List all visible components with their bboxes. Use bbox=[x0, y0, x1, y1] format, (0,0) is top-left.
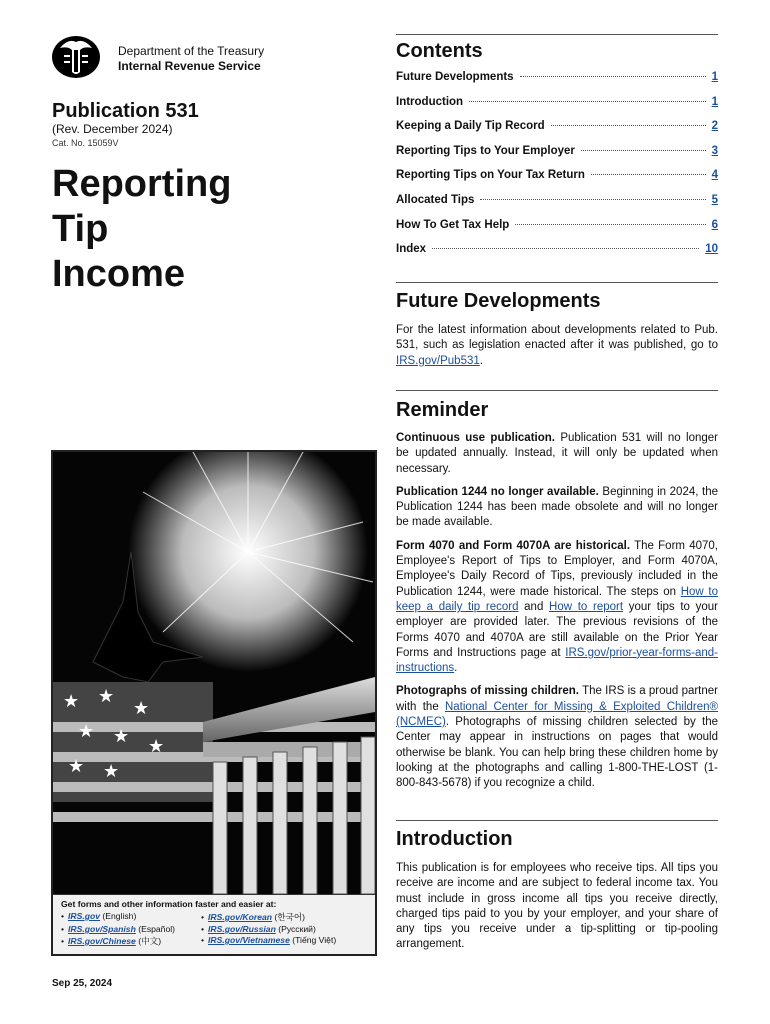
link-irs-vietnamese[interactable]: IRS.gov/Vietnamese bbox=[208, 935, 290, 945]
para-lead: Form 4070 and Form 4070A are historical. bbox=[396, 539, 631, 552]
toc-leader bbox=[469, 101, 706, 102]
toc-leader bbox=[591, 174, 706, 175]
language-links bbox=[61, 911, 367, 947]
toc-leader bbox=[520, 76, 706, 77]
introduction-heading: Introduction bbox=[396, 828, 513, 850]
future-developments-heading: Future Developments bbox=[396, 290, 601, 312]
toc-leader bbox=[515, 224, 705, 225]
cover-image bbox=[51, 450, 377, 956]
toc-entry bbox=[396, 243, 718, 268]
toc-label: Future Developments bbox=[396, 71, 514, 83]
toc-page-link[interactable]: 2 bbox=[711, 120, 718, 133]
toc-entry bbox=[396, 71, 718, 96]
title-line: Reporting bbox=[52, 163, 232, 205]
body-text: and bbox=[518, 600, 550, 613]
lang-label: (한국어) bbox=[274, 912, 306, 922]
punct: . bbox=[454, 662, 458, 675]
toc-label: Introduction bbox=[396, 95, 464, 108]
toc-page-link[interactable]: 1 bbox=[711, 71, 718, 83]
lang-label: (Español) bbox=[138, 924, 175, 934]
link-irs-russian[interactable]: IRS.gov/Russian bbox=[208, 924, 276, 934]
revision-date: (Rev. December 2024) bbox=[52, 122, 173, 136]
title-line: Tip bbox=[52, 208, 109, 250]
reminder-paragraph bbox=[396, 684, 718, 791]
body-text: The Form 4070, Employee's Report of Tips to Employer, and Form 4070A, Employee's Daily Record of Tips, previously included in the Publication 1244, were made historical. The steps on bbox=[396, 539, 718, 598]
future-developments-text bbox=[396, 323, 718, 369]
toc-entry bbox=[396, 219, 718, 244]
link-irs-spanish[interactable]: IRS.gov/Spanish bbox=[68, 924, 136, 934]
svg-text:★: ★ bbox=[78, 721, 95, 742]
divider bbox=[396, 34, 718, 35]
cover-illustration bbox=[53, 452, 375, 894]
reminder-heading: Reminder bbox=[396, 399, 489, 421]
svg-text:★: ★ bbox=[148, 736, 165, 757]
catalog-number: Cat. No. 15059V bbox=[52, 138, 119, 148]
contents-section bbox=[396, 40, 718, 268]
toc-page-link[interactable]: 10 bbox=[705, 243, 718, 256]
svg-text:★: ★ bbox=[98, 686, 115, 707]
toc-label: Reporting Tips to Your Employer bbox=[396, 144, 575, 157]
reminder-section bbox=[396, 399, 718, 800]
toc-leader bbox=[551, 125, 706, 126]
body-text: Publication 531 will no longer be updated annually. Instead, it will only be updated when necessary. bbox=[396, 432, 719, 475]
toc-entry bbox=[396, 120, 718, 145]
link-irs-chinese[interactable]: IRS.gov/Chinese bbox=[68, 936, 136, 946]
pub531-link[interactable]: IRS.gov/Pub531 bbox=[396, 354, 480, 367]
link-item bbox=[201, 911, 361, 923]
toc-page-link[interactable]: 5 bbox=[711, 193, 718, 206]
cover-footer bbox=[53, 894, 375, 954]
toc-entry bbox=[396, 145, 718, 170]
toc-leader bbox=[432, 248, 699, 249]
publication-title bbox=[52, 162, 231, 297]
toc-label: Allocated Tips bbox=[396, 193, 475, 206]
ncmec-link[interactable]: National Center for Missing & Exploited Children® (NCMEC) bbox=[396, 700, 719, 729]
para-lead: Publication 1244 no longer available. bbox=[396, 485, 599, 498]
body-text: Beginning in 2024, the Publication 1244 has been made obsolete and will no longer be made available. bbox=[396, 485, 718, 529]
svg-text:★: ★ bbox=[113, 726, 130, 747]
toc-page-link[interactable]: 4 bbox=[711, 169, 718, 182]
introduction-section bbox=[396, 828, 718, 961]
irs-eagle-logo bbox=[50, 34, 102, 80]
lang-label: (English) bbox=[102, 911, 137, 921]
para-lead: Continuous use publication. bbox=[396, 432, 555, 444]
divider bbox=[396, 282, 718, 283]
contents-heading: Contents bbox=[396, 40, 483, 62]
lang-label: (中文) bbox=[138, 936, 162, 946]
svg-text:★: ★ bbox=[63, 691, 80, 712]
dept-line2: Internal Revenue Service bbox=[118, 59, 261, 73]
reminder-paragraph bbox=[396, 431, 718, 477]
body-text: . Photographs of missing children selected by the Center may appear in instructions on pages that would otherwise be blank. You can help bring these children home by looking at the photographs and calling 1-800-THE-LOST (1-800-843-5678) if you recognize a child. bbox=[396, 716, 718, 790]
body-text: The IRS is a proud partner with the bbox=[396, 685, 718, 713]
toc-page-link[interactable]: 1 bbox=[711, 95, 718, 108]
reminder-paragraph bbox=[396, 539, 718, 677]
divider bbox=[396, 820, 718, 821]
footer-date: Sep 25, 2024 bbox=[52, 978, 113, 989]
introduction-text: This publication is for employees who receive tips. All tips you receive are income and are subject to federal income tax. You must include in gross income all tips you receive directly, charged tips paid to you by your employer, and your share of any tips you receive under a tip-splitting or tip-pooling arrangement. bbox=[396, 862, 718, 951]
svg-text:★: ★ bbox=[68, 756, 85, 777]
divider bbox=[396, 390, 718, 391]
svg-text:★: ★ bbox=[103, 761, 120, 782]
toc-label: Reporting Tips on Your Tax Return bbox=[396, 169, 585, 182]
future-developments-section bbox=[396, 290, 718, 377]
link-item bbox=[61, 935, 201, 947]
prior-year-forms-link[interactable]: IRS.gov/prior-year-forms-and-instructions bbox=[396, 646, 718, 675]
body-text: For the latest information about developments related to Pub. 531, such as legislation enacted after it was published, go to bbox=[396, 324, 718, 352]
toc-entry bbox=[396, 96, 718, 121]
toc-entry bbox=[396, 194, 718, 219]
body-text: your tips to your employer are provided later. The previous revisions of the Forms 4070 and 4070A are still available on the Prior Year Forms and Instructions page at bbox=[396, 600, 719, 659]
link-item bbox=[201, 935, 361, 947]
para-lead: Photographs of missing children. bbox=[396, 685, 579, 698]
toc-entry bbox=[396, 169, 718, 194]
lang-label: (Tiếng Việt) bbox=[292, 935, 337, 945]
toc-page-link[interactable]: 6 bbox=[711, 218, 718, 231]
svg-text:★: ★ bbox=[133, 698, 150, 719]
publication-number: Publication 531 bbox=[52, 100, 199, 122]
link-irs-gov[interactable]: IRS.gov bbox=[68, 911, 101, 921]
toc-label: Index bbox=[396, 243, 427, 256]
dept-line1: Department of the Treasury bbox=[118, 44, 265, 58]
toc-page-link[interactable]: 3 bbox=[711, 144, 718, 157]
toc-leader bbox=[480, 199, 705, 200]
toc-label: How To Get Tax Help bbox=[396, 218, 510, 231]
how-to-report-link[interactable]: How to report bbox=[549, 600, 624, 613]
link-item bbox=[61, 924, 201, 934]
punct: . bbox=[479, 354, 483, 367]
cover-footer-heading: Get forms and other information faster and easier at: bbox=[61, 899, 277, 909]
agency-name bbox=[118, 44, 264, 74]
toc-leader bbox=[581, 150, 706, 151]
toc-label: Keeping a Daily Tip Record bbox=[396, 120, 545, 133]
lang-label: (Русский) bbox=[278, 924, 316, 934]
link-item bbox=[201, 924, 361, 934]
toc-list bbox=[396, 71, 718, 268]
link-irs-korean[interactable]: IRS.gov/Korean bbox=[208, 912, 273, 922]
reminder-paragraph bbox=[396, 485, 718, 531]
daily-tip-record-link[interactable]: How to keep a daily tip record bbox=[396, 585, 719, 613]
title-line: Income bbox=[52, 253, 186, 295]
link-item bbox=[61, 911, 201, 923]
